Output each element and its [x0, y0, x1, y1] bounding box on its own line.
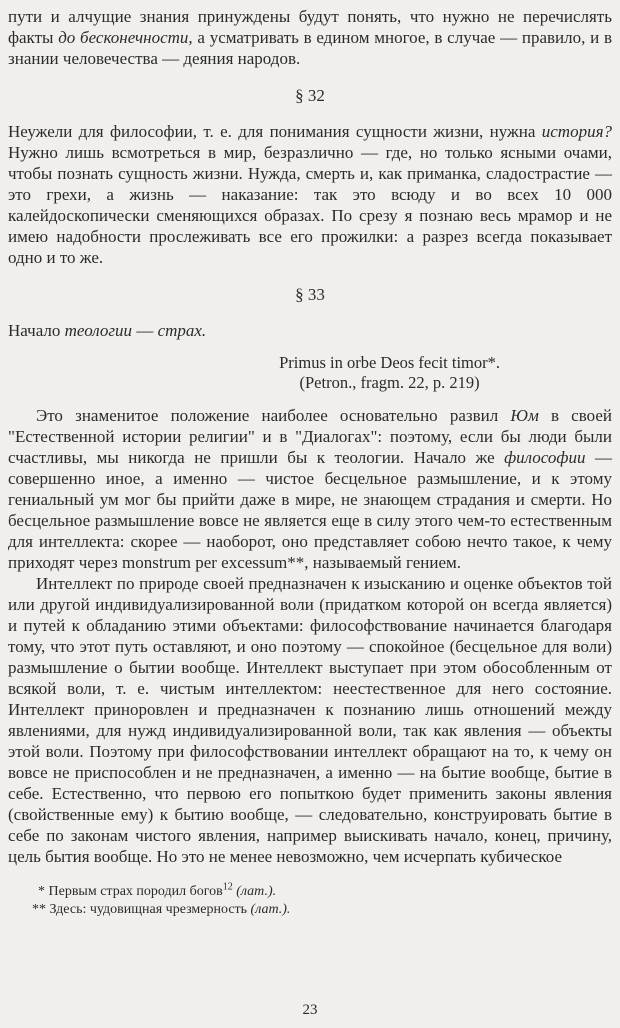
section-33-paragraph-1: Это знаменитое положение наиболее основательно развил Юм в своей "Естественной истории религии" и в "Диалогах": поэтому, если бы люди были счастливы, мы никогда не пришли бы к теологии. Начало же философии — совершенно иное, а именно — чистое бесцельное размышление, и к этому гениальный ум мог бы прийти даже в мире, не знающем страдания и смерти. Но бесцельное размышление вовсе не является еще в силу этого чем-то естественным для интеллекта: скорее — наоборот, оно представляет собою нечто такое, к чему приходят через monstrum per excessum**, называемый гением. [8, 406, 612, 572]
section-32-heading: § 32 [295, 86, 325, 105]
epigraph-source: (Petron., fragm. 22, p. 219) [299, 373, 480, 392]
page-number: 23 [302, 1002, 318, 1018]
section-33-heading: § 33 [295, 285, 325, 304]
epigraph-quote: Primus in orbe Deos fecit timor*. [279, 353, 500, 372]
section-32-paragraph: Неужели для философии, т. е. для понимания сущности жизни, нужна история? Нужно лишь всмотреться в мир, безразлично — где, но только ясными очами, чтобы познать сущность жизни. Нужда, смерть и, как приманка, сладострастие — это грехи, а жизнь — наказание: так это всюду и во всех 10 000 калейдоскопически сменяющихся образах. По срезу я познаю весь мрамор и не имею надобности прослеживать все его прожилки: а разрез всегда показывает одно и то же. [8, 122, 612, 267]
section-33-paragraph-2: Интеллект по природе своей предназначен к изысканию и оценке объектов той или другой индивидуализированной воли (придатком которой он всегда является) и путей к обладанию этими объектами: философствование начинается благодаря тому, что этот путь оставляют, и оно поэтому — спокойное (бесцельное для воли) размышление о бытии вообще. Интеллект выступает при этом обособленным от всякой воли, т. е. чистым интеллектом: неестественное для него состояние. Интеллект приноровлен и предназначен к познанию лишь отношений между явлениями, для нужд индивидуализированной воли, так как явления — объекты этой воли. Поэтому при философствовании интеллект обращают на то, к чему он вовсе не приспособлен и не предназначен, а именно — на бытие вообще, бытие в себе. Естественно, что первою его попыткою будет применить законы явления (свойственные ему) к бытию вообще, — следовательно, конструировать бытие в себе по законам чистого явления, например выискивать начало, конец, причину, цель бытия вообще. Но это не менее невозможно, чем исчерпать кубическое [8, 574, 612, 866]
section-33-lead: Начало теологии — страх. [8, 321, 207, 340]
footnote-1: * Первым страх породил богов$^{12}$ (лат.). [38, 881, 277, 899]
footnote-2: ** Здесь: чудовищная чрезмерность (лат.). [32, 902, 291, 917]
epigraph [279, 353, 500, 393]
footnotes [8, 883, 612, 919]
continuation-paragraph: пути и алчущие знания принуждены будут понять, что нужно не перечислять факты до бесконечности, а усматривать в едином многое, в случае — правило, и в знании человечества — деяния народов. [8, 7, 612, 68]
